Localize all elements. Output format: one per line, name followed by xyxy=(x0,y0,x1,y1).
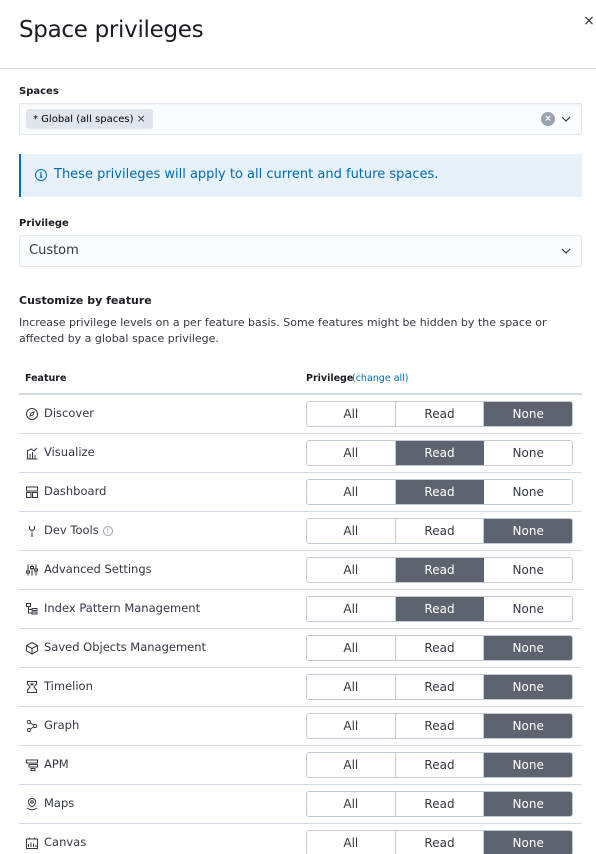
privilege-button-group xyxy=(306,557,573,583)
feature-row-saved-objects-management xyxy=(19,629,582,668)
flyout-header xyxy=(0,0,596,69)
feature-row-index-pattern-management xyxy=(19,590,582,629)
column-header-privilege: Privilege xyxy=(306,373,354,384)
privilege-all-button[interactable]: All xyxy=(307,792,396,816)
feature-name: APM xyxy=(44,757,69,771)
privilege-none-button[interactable]: None xyxy=(484,753,572,777)
column-header-feature: Feature xyxy=(25,373,67,384)
feature-row-canvas xyxy=(19,824,582,854)
feature-name: Index Pattern Management xyxy=(44,601,201,615)
feature-table-body xyxy=(19,395,582,854)
privilege-read-button[interactable]: Read xyxy=(396,831,485,854)
change-all-link[interactable]: (change all) xyxy=(352,373,409,384)
feature-row-dashboard xyxy=(19,473,582,512)
privilege-all-button[interactable]: All xyxy=(307,714,396,738)
feature-row-maps xyxy=(19,785,582,824)
apm-icon xyxy=(25,758,39,772)
privilege-button-group xyxy=(306,518,573,544)
feature-name: Visualize xyxy=(44,445,95,459)
privilege-read-button[interactable]: Read xyxy=(396,636,485,660)
privilege-all-button[interactable]: All xyxy=(307,441,396,465)
pill-remove-icon[interactable]: × xyxy=(136,112,146,125)
privilege-none-button[interactable]: None xyxy=(484,636,572,660)
info-callout xyxy=(19,154,582,197)
compass-icon xyxy=(25,407,39,421)
feature-name: Graph xyxy=(44,718,80,732)
privilege-select[interactable] xyxy=(19,235,582,267)
privilege-button-group xyxy=(306,596,573,622)
privilege-read-button[interactable]: Read xyxy=(396,714,485,738)
visualize-icon xyxy=(25,446,39,460)
privilege-button-group xyxy=(306,401,573,427)
page-title: Space privileges xyxy=(19,17,204,43)
chevron-down-icon xyxy=(561,246,571,256)
feature-row-visualize xyxy=(19,434,582,473)
privilege-all-button[interactable]: All xyxy=(307,558,396,582)
privilege-none-button[interactable]: None xyxy=(484,480,572,504)
privilege-all-button[interactable]: All xyxy=(307,402,396,426)
privilege-all-button[interactable]: All xyxy=(307,597,396,621)
privilege-button-group xyxy=(306,830,573,854)
feature-row-dev-tools xyxy=(19,512,582,551)
privilege-read-button[interactable]: Read xyxy=(396,597,485,621)
feature-row-timelion xyxy=(19,668,582,707)
index-pattern-icon xyxy=(25,602,39,616)
feature-name: Dashboard xyxy=(44,484,107,498)
privilege-none-button[interactable]: None xyxy=(484,441,572,465)
privilege-none-button[interactable]: None xyxy=(484,831,572,854)
chevron-down-icon[interactable] xyxy=(561,114,571,124)
feature-table-header xyxy=(19,368,582,395)
privilege-read-button[interactable]: Read xyxy=(396,792,485,816)
privilege-none-button[interactable]: None xyxy=(484,714,572,738)
privilege-label: Privilege xyxy=(19,218,69,229)
info-tooltip-icon[interactable]: i xyxy=(103,526,113,536)
privilege-all-button[interactable]: All xyxy=(307,675,396,699)
privilege-none-button[interactable]: None xyxy=(484,792,572,816)
spaces-label: Spaces xyxy=(19,86,59,97)
space-pill-label: * Global (all spaces) xyxy=(33,114,134,125)
feature-name: Discover xyxy=(44,406,95,420)
privilege-all-button[interactable]: All xyxy=(307,636,396,660)
feature-name: Timelion xyxy=(44,679,93,693)
privilege-all-button[interactable]: All xyxy=(307,519,396,543)
callout-text: These privileges will apply to all current and future spaces. xyxy=(54,167,439,182)
feature-name: Dev Tools i xyxy=(44,523,113,537)
feature-row-discover xyxy=(19,395,582,434)
clear-icon[interactable]: × xyxy=(541,112,555,126)
spaces-combobox[interactable] xyxy=(19,103,582,135)
saved-objects-icon xyxy=(25,641,39,655)
maps-icon xyxy=(25,797,39,811)
settings-sliders-icon xyxy=(25,563,39,577)
privilege-read-button[interactable]: Read xyxy=(396,558,485,582)
dashboard-icon xyxy=(25,485,39,499)
graph-icon xyxy=(25,719,39,733)
feature-row-graph xyxy=(19,707,582,746)
privilege-none-button[interactable]: None xyxy=(484,597,572,621)
privilege-none-button[interactable]: None xyxy=(484,519,572,543)
privilege-button-group xyxy=(306,635,573,661)
feature-name: Maps xyxy=(44,796,75,810)
privilege-none-button[interactable]: None xyxy=(484,558,572,582)
privilege-button-group xyxy=(306,752,573,778)
privilege-all-button[interactable]: All xyxy=(307,831,396,854)
canvas-icon xyxy=(25,836,39,850)
privilege-none-button[interactable]: None xyxy=(484,675,572,699)
privilege-read-button[interactable]: Read xyxy=(396,441,485,465)
privilege-select-value: Custom xyxy=(29,243,79,258)
feature-name: Advanced Settings xyxy=(44,562,152,576)
privilege-read-button[interactable]: Read xyxy=(396,402,485,426)
feature-row-apm xyxy=(19,746,582,785)
privilege-all-button[interactable]: All xyxy=(307,480,396,504)
info-icon: i xyxy=(35,169,47,181)
space-pill-global xyxy=(26,109,153,129)
privilege-button-group xyxy=(306,674,573,700)
customize-description: Increase privilege levels on a per feature basis. Some features might be hidden by the space or affected by a global space privilege. xyxy=(19,316,547,345)
privilege-read-button[interactable]: Read xyxy=(396,753,485,777)
customize-title: Customize by feature xyxy=(19,294,152,307)
privilege-button-group xyxy=(306,479,573,505)
privilege-button-group xyxy=(306,440,573,466)
close-icon[interactable]: × xyxy=(583,13,595,29)
feature-name: Canvas xyxy=(44,835,87,849)
privilege-button-group xyxy=(306,713,573,739)
privilege-read-button[interactable]: Read xyxy=(396,675,485,699)
feature-row-advanced-settings xyxy=(19,551,582,590)
privilege-read-button[interactable]: Read xyxy=(396,480,485,504)
privilege-none-button[interactable]: None xyxy=(484,402,572,426)
privilege-all-button[interactable]: All xyxy=(307,753,396,777)
privilege-read-button[interactable]: Read xyxy=(396,519,485,543)
timelion-icon xyxy=(25,680,39,694)
devtools-icon xyxy=(25,524,39,538)
feature-name: Saved Objects Management xyxy=(44,640,207,654)
privilege-button-group xyxy=(306,791,573,817)
